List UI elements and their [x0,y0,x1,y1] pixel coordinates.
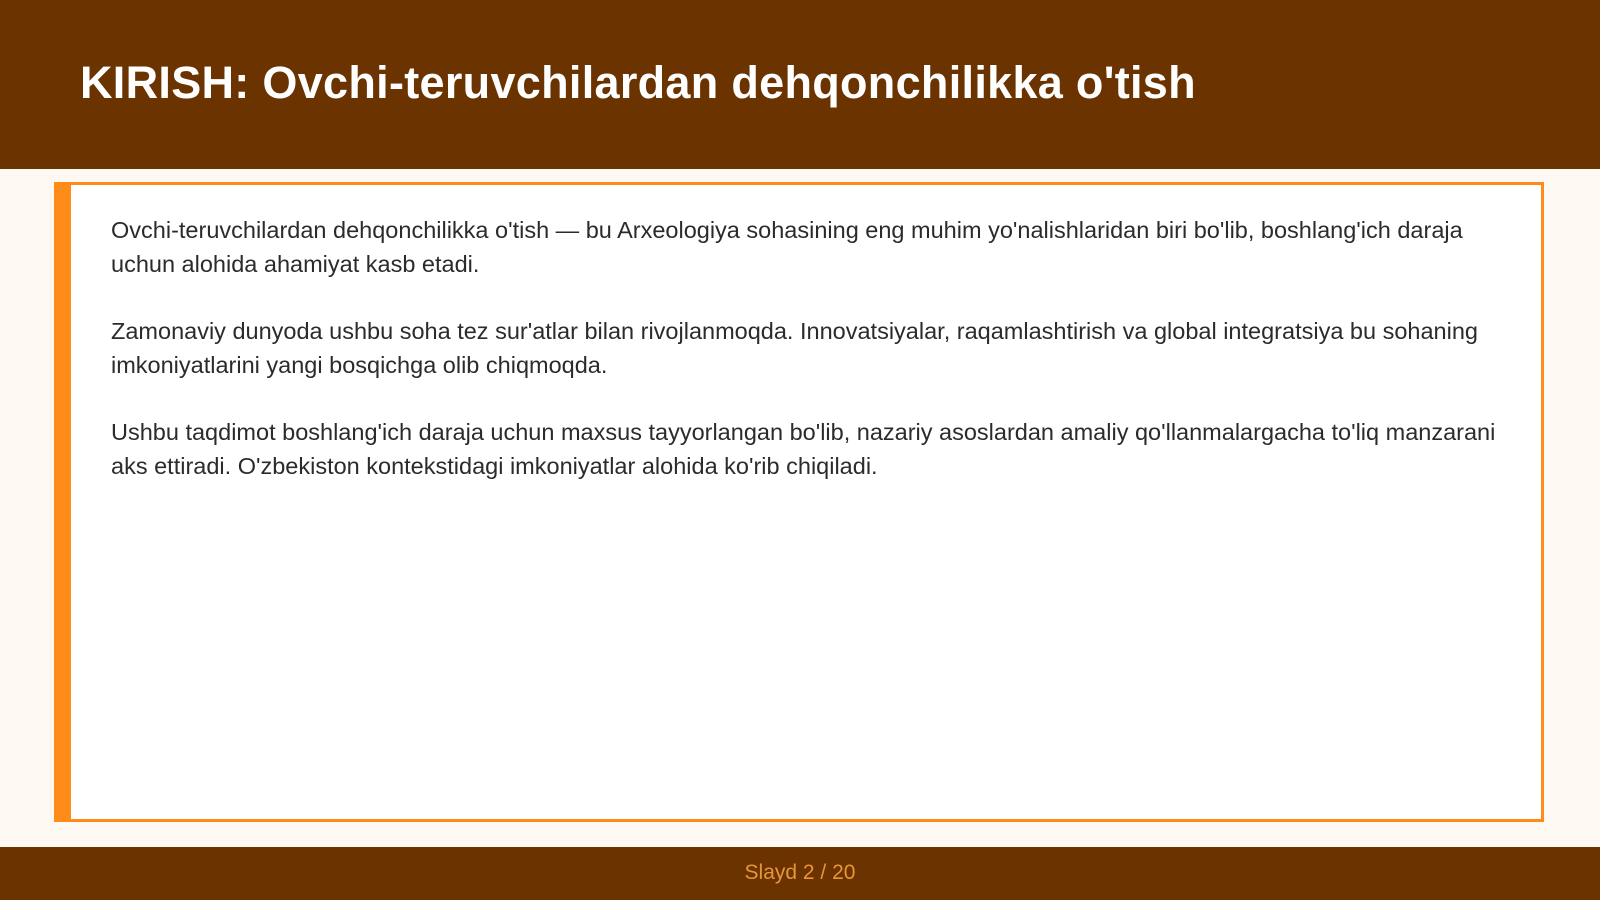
content-box [54,182,1544,822]
slide-title: KIRISH: Ovchi-teruvchilardan dehqonchilikka o'tish [80,57,1196,108]
paragraph-modern-world: Zamonaviy dunyoda ushbu soha tez sur'atlar bilan rivojlanmoqda. Innovatsiyalar, raqamlashtirish va global integratsiya bu sohaning imkoniyatlarini yangi bosqichga olib chiqmoqda. [111,318,1478,378]
paragraph-intro: Ovchi-teruvchilardan dehqonchilikka o'tish — bu Arxeologiya sohasining eng muhim yo'nalishlaridan biri bo'lib, boshlang'ich daraja uchun alohida ahamiyat kasb etadi. [111,217,1463,277]
slide-footer [0,847,1600,900]
slide-counter: Slayd 2 / 20 [744,861,856,884]
paragraph-presentation-scope: Ushbu taqdimot boshlang'ich daraja uchun maxsus tayyorlangan bo'lib, nazariy asoslardan amaliy qo'llanmalargacha to'liq manzarani aks ettiradi. O'zbekiston kontekstidagi imkoniyatlar alohida ko'rib chiqiladi. [111,419,1496,479]
content-paragraphs [111,213,1506,516]
slide-header [0,0,1600,169]
